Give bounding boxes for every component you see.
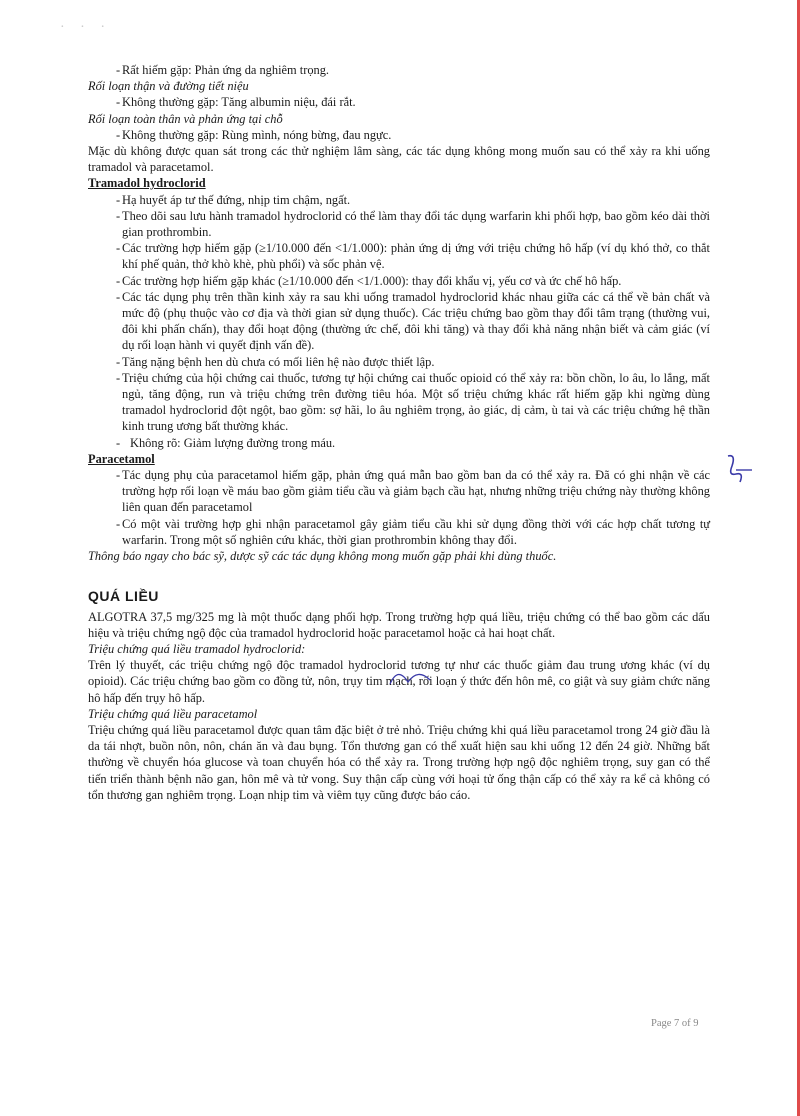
list-item: - Rất hiếm gặp: Phản ứng da nghiêm trọng. (116, 63, 329, 77)
list-item: - Các tác dụng phụ trên thần kinh xảy ra sau khi uống tramadol hydroclorid khác nhau giữa các cá thể về bản chất và mức độ (phụ thuộc vào cơ địa và thời gian sử dụng thuốc). Các triệu chứng bao gồm thay đổi tâm trạng (thường vui, đôi khi phấn chấn), thay đổi hoạt động (thường ức chế, đôi khi tăng) và thay đổi khả năng nhận biết và cảm giác (ví dụ rối loạn hành vi quyết định vấn đề). (116, 289, 710, 353)
list-item: - Các trường hợp hiếm gặp khác (≥1/10.000 đến <1/1.000): thay đổi khẩu vị, yếu cơ và ức chế hô hấp. (116, 273, 622, 288)
paragraph: Trên lý thuyết, các triệu chứng ngộ độc tramadol hydroclorid tương tự như các thuốc giảm đau trung ương khác (ví dụ opioid). Các triệu chứng bao gồm co đồng tử, nôn, trụy tim mạch, rối loạn ý thức đến hôn mê, co giật và suy giảm chức năng hô hấp đến trụy hô hấp. (88, 658, 710, 705)
paragraph: Mặc dù không được quan sát trong các thử nghiệm lâm sàng, các tác dụng không mong muốn sau có thể xảy ra khi uống tramadol và paracetamol. (88, 144, 710, 175)
page-number: Page 7 of 9 (651, 1018, 699, 1029)
handwritten-strike-icon (388, 664, 488, 690)
paragraph: Triệu chứng quá liều paracetamol được quan tâm đặc biệt ở trẻ nhỏ. Triệu chứng khi quá liều paracetamol trong 24 giờ đầu là da tái nhợt, buồn nôn, nôn, chán ăn và đau bụng. Tổn thương gan có thể xuất hiện sau khi uống 12 đến 24 giờ. Những bất thường về chuyển hóa glucose và toan chuyển hóa có thể xảy ra. Trong trường hợp ngộ độc nghiêm trọng, suy gan có thể tiến triển thành bệnh não gan, hôn mê và tử vong. Suy thận cấp cùng với hoại tử ống thận cấp có thể xảy ra kể cả không có tổn thương gan nghiêm trọng. Loạn nhịp tim và viêm tụy cũng được báo cáo. (88, 722, 710, 802)
list-item: - Các trường hợp hiếm gặp (≥1/10.000 đến <1/1.000): phản ứng dị ứng với triệu chứng hô hấp (ví dụ khó thở, co thắt khí phế quản, thở khò khè, phù phổi) và sốc phản vệ. (116, 241, 710, 272)
section-heading-overdose: QUÁ LIỀU (88, 588, 159, 605)
subheading: Rối loạn thận và đường tiết niệu (88, 79, 249, 94)
list-item: - Không thường gặp: Rùng mình, nóng bừng, đau ngực. (116, 127, 392, 142)
subheading: Triệu chứng quá liều tramadol hydroclorid: (88, 641, 306, 656)
list-item: - Hạ huyết áp tư thế đứng, nhịp tim chậm, ngất. (116, 192, 351, 207)
list-item: - Tác dụng phụ của paracetamol hiếm gặp, phản ứng quá mẫn bao gồm ban da có thể xảy ra. Đã có ghi nhận về các trường hợp rối loạn về máu bao gồm giảm tiểu cầu và giảm bạch cầu hạt, nhưng những triệu chứng này thường không liên quan đến paracetamol (116, 468, 710, 515)
subheading: Triệu chứng quá liều paracetamol (88, 706, 258, 721)
section-heading-tramadol: Tramadol hydroclorid (88, 176, 206, 191)
subheading: Rối loạn toàn thân và phản ứng tại chỗ (88, 111, 283, 126)
list-item: - Không thường gặp: Tăng albumin niệu, đái rắt. (116, 95, 356, 110)
section-heading-paracetamol: Paracetamol (88, 451, 155, 466)
list-item: - Có một vài trường hợp ghi nhận paracetamol gây giảm tiểu cầu khi sử dụng đồng thời với các hợp chất tương tự warfarin. Trong một số nghiên cứu khác, thời gian prothrombin không thay đổi. (116, 516, 710, 547)
handwritten-mark-icon (722, 452, 758, 492)
paragraph: ALGOTRA 37,5 mg/325 mg là một thuốc dạng phối hợp. Trong trường hợp quá liều, triệu chứng có thể bao gồm các dấu hiệu và triệu chứng ngộ độc của tramadol hydroclorid hoặc paracetamol hoặc cả hai hoạt chất. (88, 609, 710, 640)
list-item: - Triệu chứng của hội chứng cai thuốc, tương tự hội chứng cai thuốc opioid có thể xảy ra: bồn chồn, lo âu, lo lắng, mất ngủ, tăng động, run và triệu chứng trên đường tiêu hóa. Một số triệu chứng khác rất hiếm gặp khi ngừng dùng tramadol hydroclorid đột ngột, bao gồm: sợ hãi, lo âu nghiêm trọng, ảo giác, dị cảm, ù tai và các triệu chứng hệ thần kinh trung ương bất thường khác. (116, 370, 710, 434)
list-item: - Không rõ: Giảm lượng đường trong máu. (116, 435, 336, 450)
list-item: - Tăng nặng bệnh hen dù chưa có mối liên hệ nào được thiết lập. (116, 354, 435, 369)
warning-note: Thông báo ngay cho bác sỹ, dược sỹ các tác dụng không mong muốn gặp phải khi dùng thuốc. (88, 549, 557, 564)
scan-artifact: · · · (60, 20, 111, 35)
document-body (88, 62, 710, 803)
list-item: - Theo dõi sau lưu hành tramadol hydroclorid có thể làm thay đổi tác dụng warfarin khi phối hợp, bao gồm kéo dài thời gian prothrombin. (116, 208, 710, 240)
